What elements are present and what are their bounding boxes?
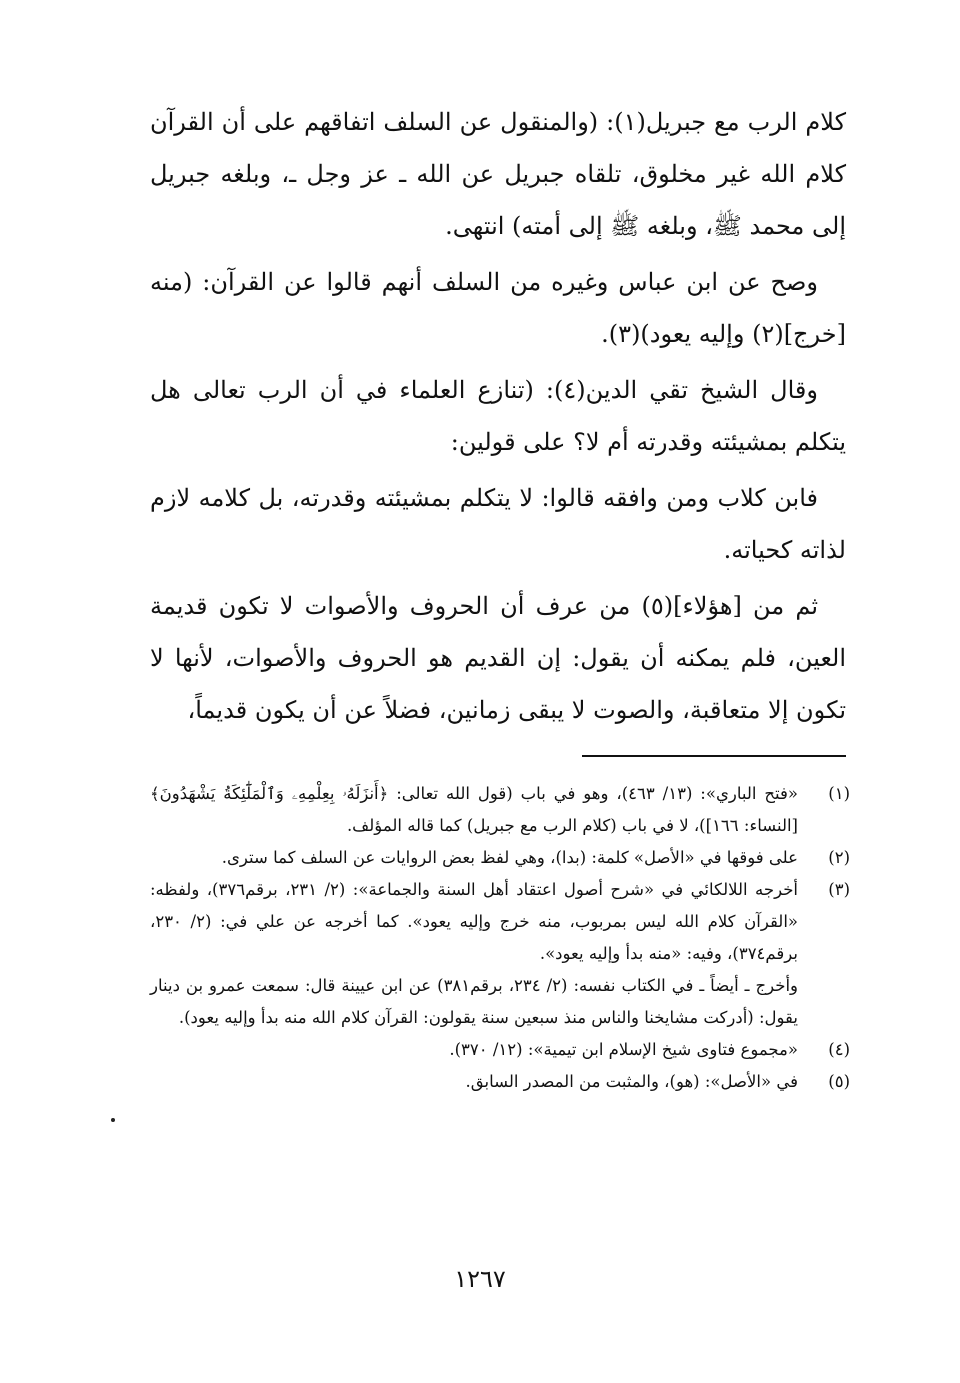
- footnotes: [150, 778, 850, 1098]
- main-text: [150, 96, 846, 740]
- footnote-body: [150, 778, 798, 842]
- page-number: ١٢٦٧: [454, 1265, 506, 1293]
- footnote-number: (٢): [828, 848, 850, 867]
- footnote-3: [150, 874, 850, 1034]
- footnote-1: [150, 778, 850, 842]
- footnote-5: [150, 1066, 850, 1098]
- footnote-text: أخرجه اللالكائي في «شرح أصول اعتقاد أهل السنة والجماعة»: (٢/ ٢٣١، برقم٣٧٦)، ولفظه: «القرآن كلام الله ليس بمربوب، منه خرج وإليه يعود». كما أخرجه عن علي في: (٢/ ٢٣٠، برقم٣٧٤)، وفيه: «منه بدأ وإليه يعود».: [150, 880, 799, 963]
- footnote-body: [150, 842, 798, 874]
- paragraph-3: وقال الشيخ تقي الدين(٤): (تنازع العلماء في أن الرب تعالى هل يتكلم بمشيئته وقدرته أم لا؟ على قولين:: [150, 376, 846, 456]
- paragraph-5: ثم من [هؤلاء](٥) من عرف أن الحروف والأصوات لا تكون قديمة العين، فلم يمكنه أن يقول: إن القديم هو الحروف والأصوات، لأنها لا تكون إلا متعاقبة، والصوت لا يبقى زمانين، فضلاً عن أن يكون قديماً،: [150, 592, 846, 724]
- footnote-text: في «الأصل»: (هو)، والمثبت من المصدر السابق.: [465, 1072, 798, 1091]
- footnote-4: [150, 1034, 850, 1066]
- paragraph-1: كلام الرب مع جبريل(١): (والمنقول عن السلف اتفاقهم على أن القرآن كلام الله غير مخلوق، تلقاه جبريل عن الله ـ عز وجل ـ، وبلغه جبريل إلى محمد ﷺ، وبلغه ﷺ إلى أمته) انتهى.: [150, 108, 846, 240]
- footnote-number: (١): [828, 784, 850, 803]
- footnote-number: (٣): [828, 880, 850, 899]
- footnote-body: [150, 1066, 798, 1098]
- footnote-text: «مجموع فتاوى شيخ الإسلام ابن تيمية»: (١٢/ ٣٧٠).: [449, 1040, 798, 1059]
- footnote-text: «فتح الباري»: (١٣/ ٤٦٣)، وهو في باب (قول الله تعالى: ﴿أَنزَلَهُۥ بِعِلْمِهِۦ وَٱلْمَلَٰٓئِكَةُ يَشْهَدُونَ﴾ [النساء: ١٦٦])، لا في باب (كلام الرب مع جبريل) كما قاله المؤلف.: [150, 784, 798, 835]
- footnote-body: [150, 1034, 798, 1066]
- scan-speck: [111, 1118, 115, 1122]
- footnote-body: [150, 874, 798, 1034]
- footnote-text: على فوقها في «الأصل» كلمة: (بدا)، وهي لفظ بعض الروايات عن السلف كما سترى.: [221, 848, 798, 867]
- paragraph-2: وصح عن ابن عباس وغيره من السلف أنهم قالوا عن القرآن: (منه [خرج](٢) وإليه يعود)(٣).: [150, 268, 846, 348]
- footnote-number: (٤): [828, 1040, 850, 1059]
- footnote-separator: [582, 755, 846, 757]
- paragraph-4: فابن كلاب ومن وافقه قالوا: لا يتكلم بمشيئته وقدرته، بل كلامه لازم لذاته كحياته.: [150, 484, 846, 564]
- footnote-text: وأخرج ـ أيضاً ـ في الكتاب نفسه: (٢/ ٢٣٤، برقم٣٨١) عن ابن عيينة قال: سمعت عمرو بن دينار يقول: (أدركت مشايخنا والناس منذ سبعين سنة يقولون: القرآن كلام الله منه بدأ وإليه يعود).: [150, 976, 798, 1027]
- footnote-2: [150, 842, 850, 874]
- footnote-number: (٥): [828, 1072, 850, 1091]
